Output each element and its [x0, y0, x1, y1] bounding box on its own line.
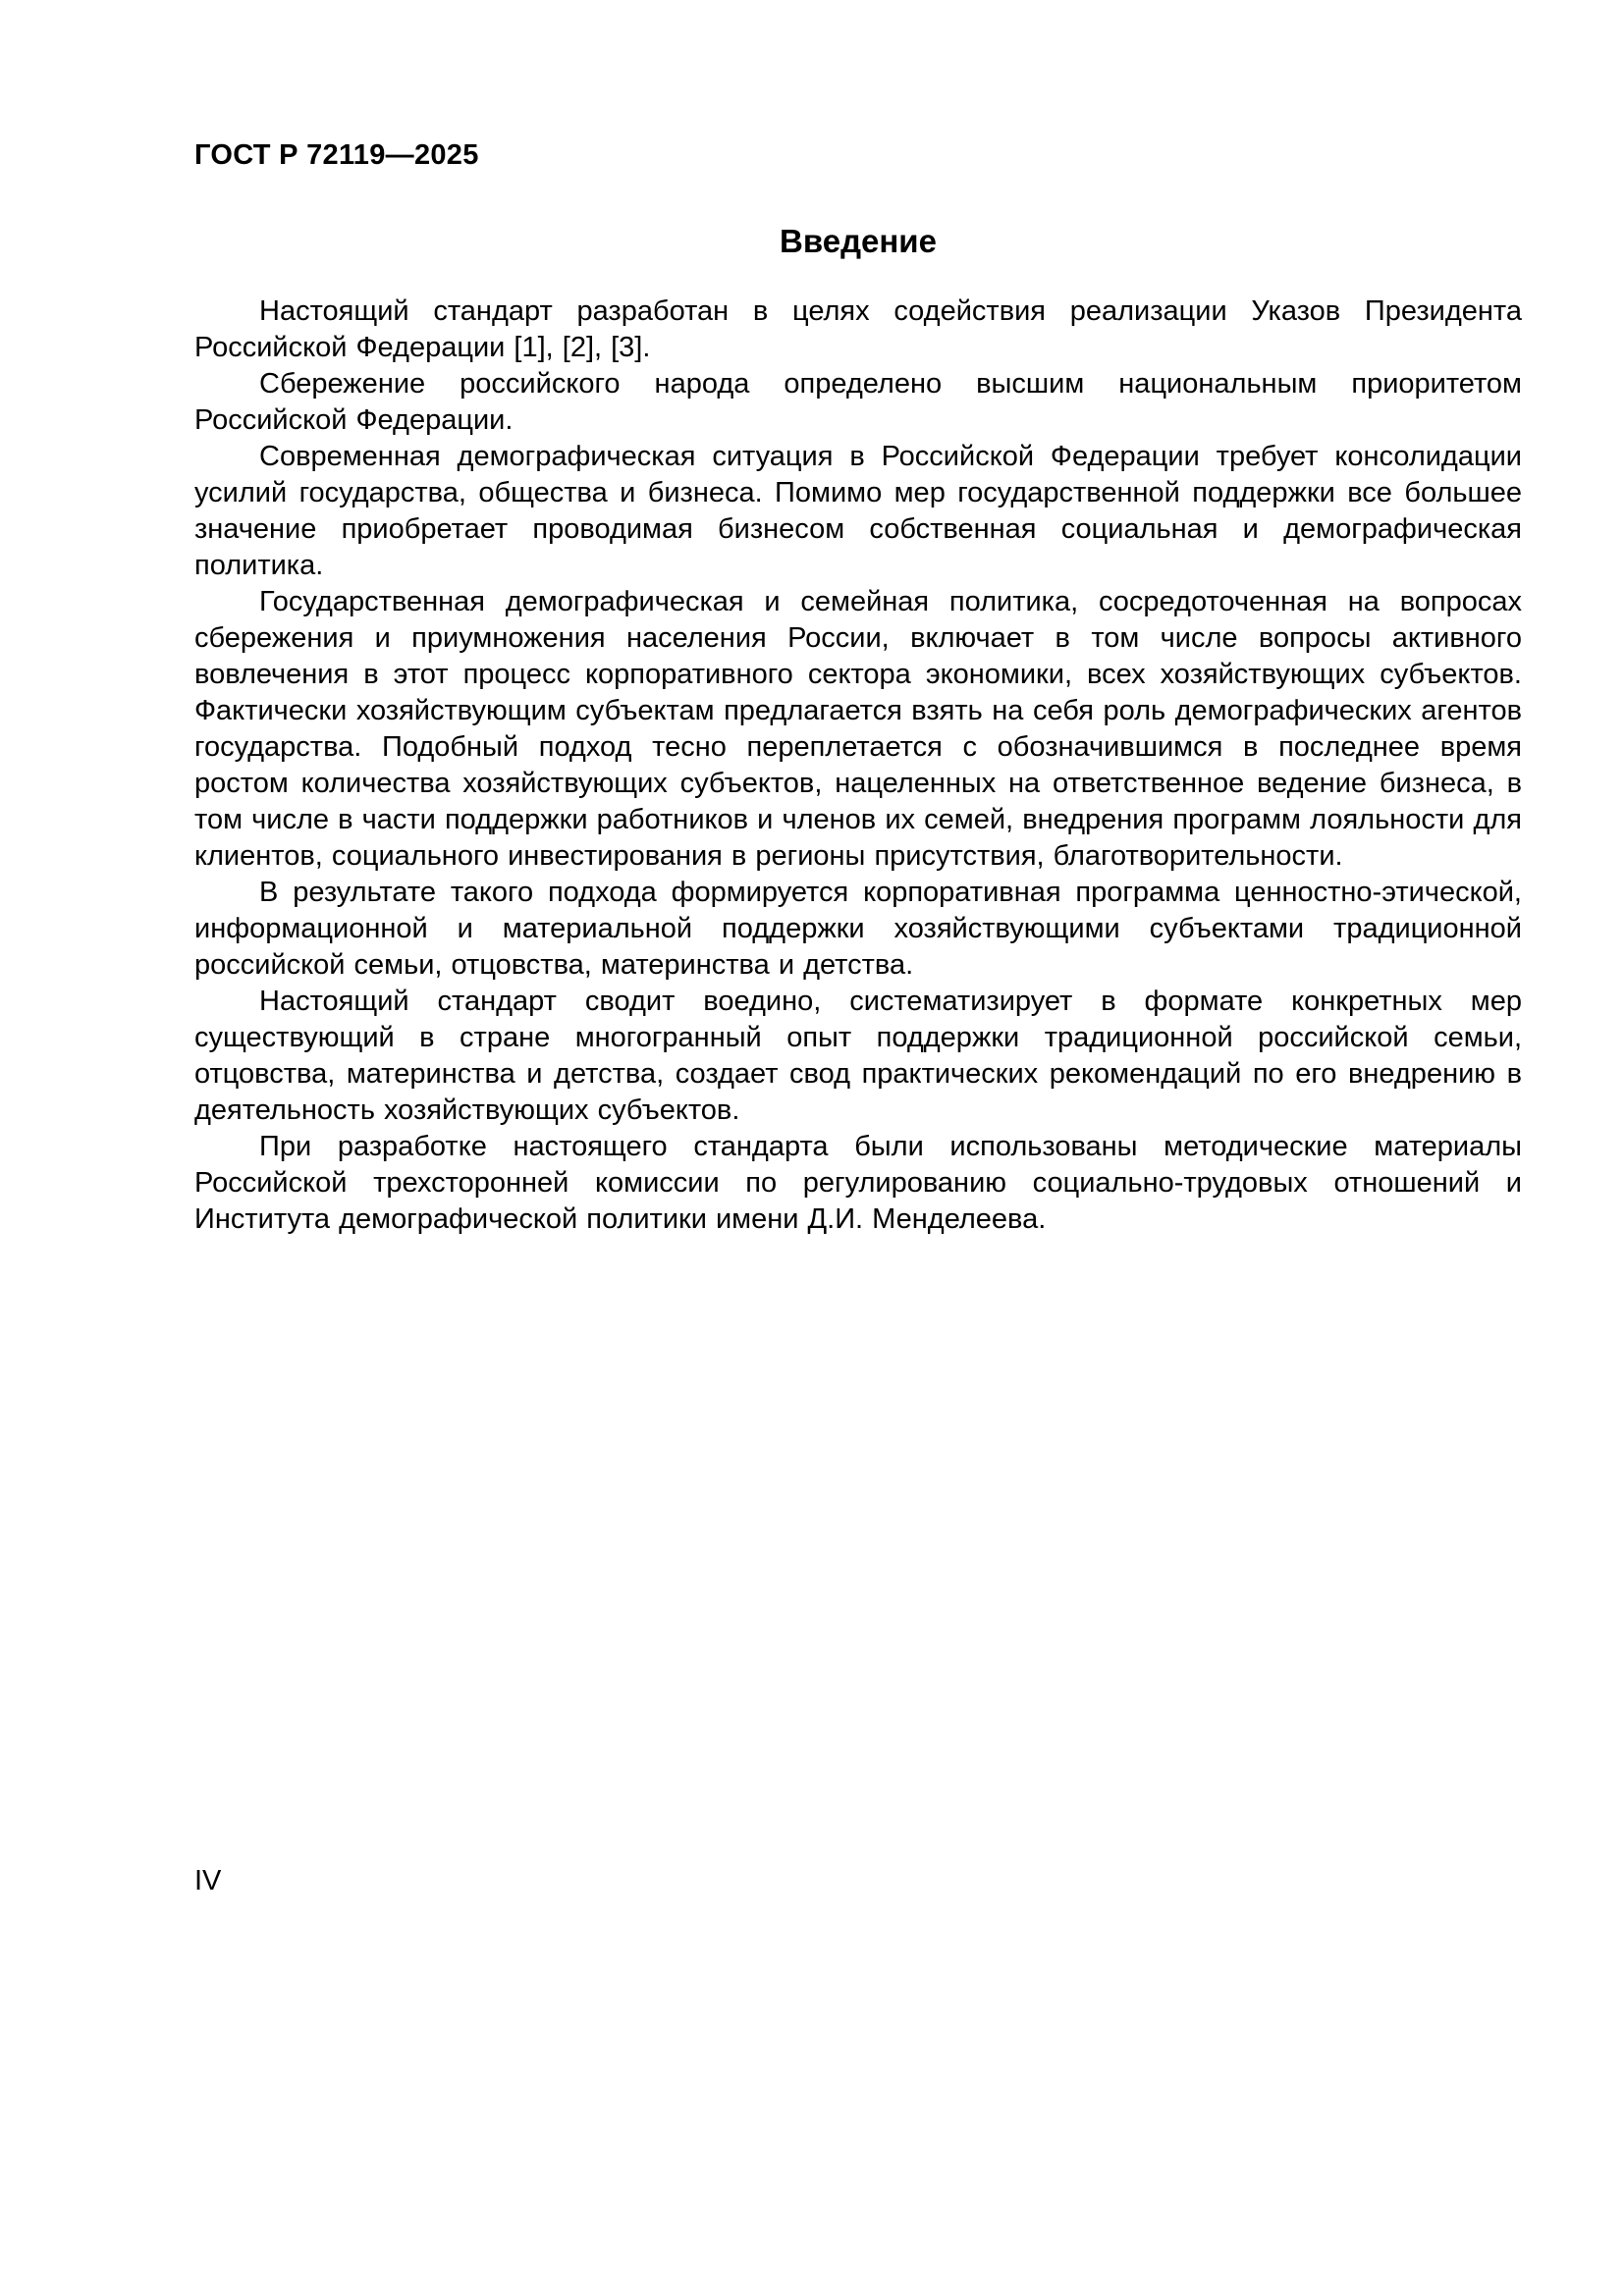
page-number: IV: [194, 1865, 222, 1896]
paragraph: Настоящий стандарт сводит воедино, систематизирует в формате конкретных мер существующий в стране многогранный опыт поддержки традиционной российской семьи, отцовства, материнства и детства, создает свод практических рекомендаций по его внедрению в деятельность хозяйствующих субъектов.: [194, 986, 1522, 1126]
paragraph: В результате такого подхода формируется корпоративная программа ценностно-этической, информационной и материальной поддержки хозяйствующими субъектами традиционной российской семьи, отцовства, материнства и детства.: [194, 877, 1522, 981]
paragraph: Государственная демографическая и семейная политика, сосредоточенная на вопросах сбережения и приумножения населения России, включает в том числе вопросы активного вовлечения в этот процесс корпоративного сектора экономики, всех хозяйствующих субъектов. Фактически хозяйствующим субъектам предлагается взять на себя роль демографических агентов государства. Подобный подход тесно переплетается с обозначившимся в последнее время ростом количества хозяйствующих субъектов, нацеленных на ответственное ведение бизнеса, в том числе в части поддержки работников и членов их семей, внедрения программ лояльности для клиентов, социального инвестирования в регионы присутствия, благотворительности.: [194, 586, 1522, 872]
paragraph: При разработке настоящего стандарта были использованы методические материалы Российской трехсторонней комиссии по регулированию социально-трудовых отношений и Института демографической политики имени Д.И. Менделеева.: [194, 1131, 1522, 1235]
paragraph: Современная демографическая ситуация в Российской Федерации требует консолидации усилий государства, общества и бизнеса. Помимо мер государственной поддержки все большее значение приобретает проводимая бизнесом собственная социальная и демографическая политика.: [194, 441, 1522, 581]
body-text: [194, 294, 1522, 1238]
document-number: ГОСТ Р 72119—2025: [194, 139, 479, 171]
paragraph: Сбережение российского народа определено высшим национальным приоритетом Российской Федерации.: [194, 368, 1522, 436]
paragraph: Настоящий стандарт разработан в целях содействия реализации Указов Президента Российской Федерации [1], [2], [3].: [194, 295, 1522, 363]
section-title: Введение: [780, 223, 937, 259]
